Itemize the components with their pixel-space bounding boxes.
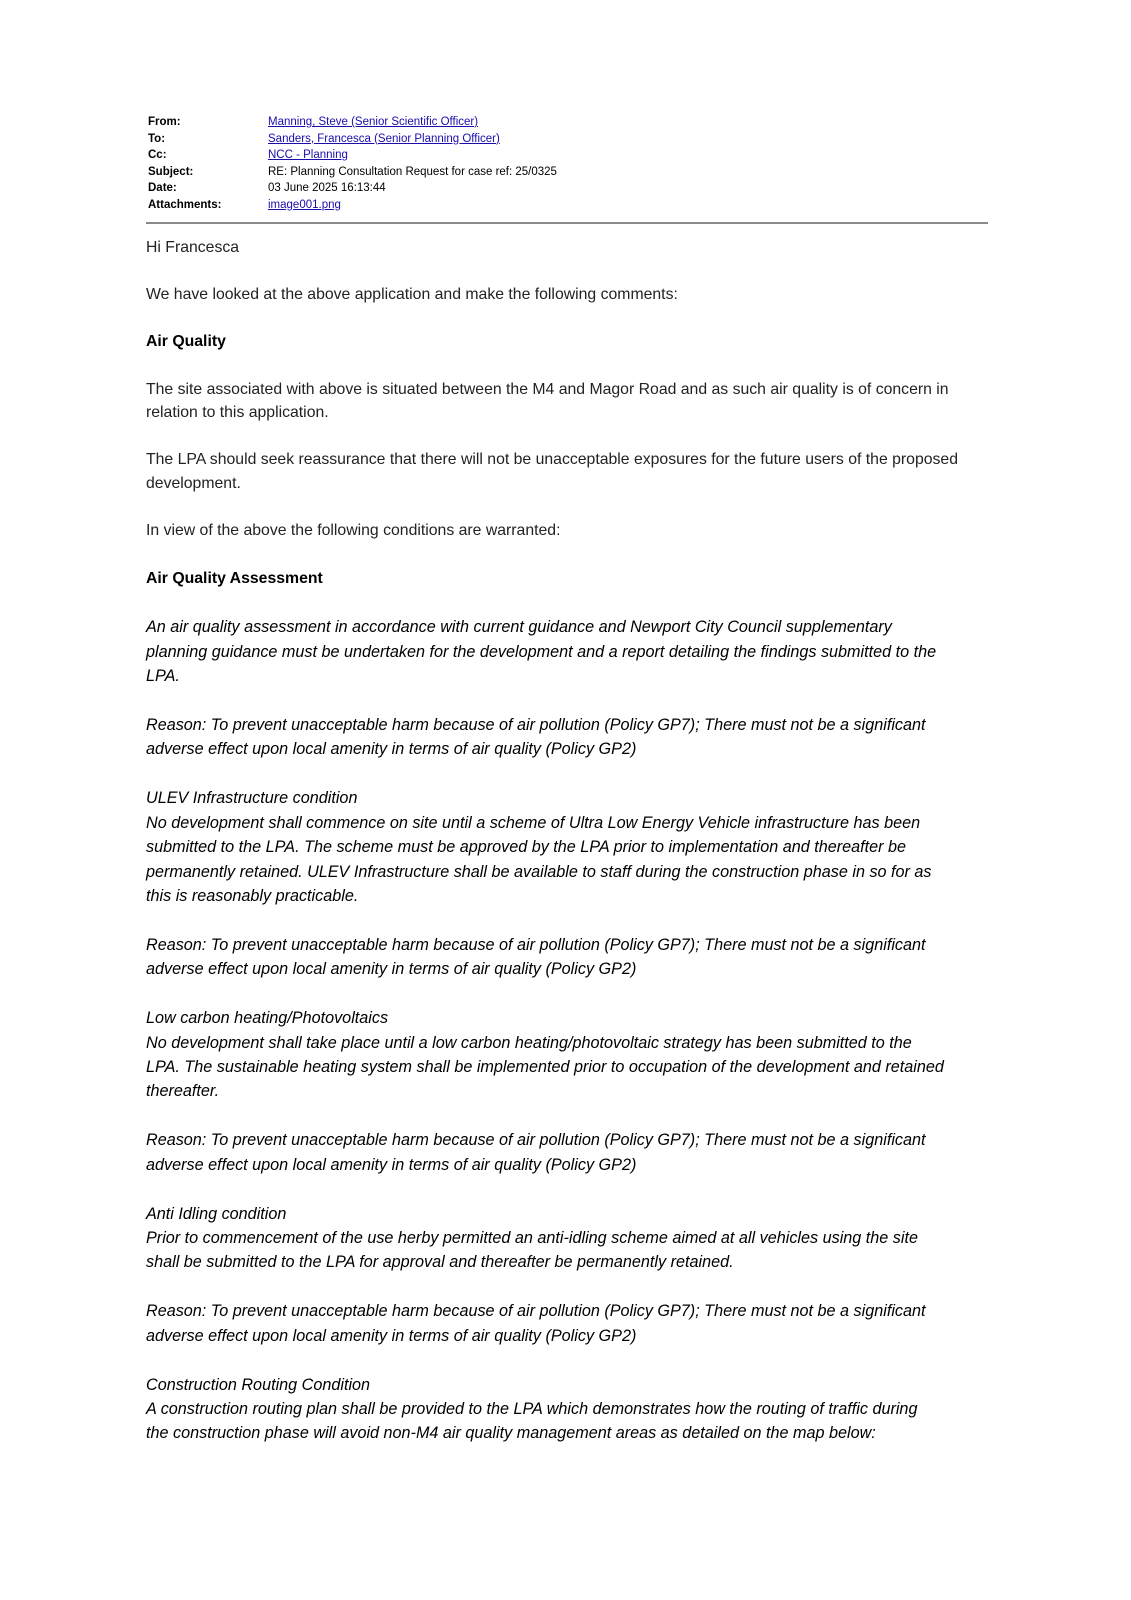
spacer: [146, 689, 996, 714]
reason-line: Reason: To prevent unacceptable harm because of air pollution (Policy GP7); There must not be a significant: [146, 935, 926, 954]
lpa-paragraph-line: The LPA should seek reassurance that there will not be unacceptable exposures for the future users of the proposed: [146, 451, 958, 469]
attachments-label: Attachments:: [148, 198, 222, 211]
from-label: From:: [148, 116, 181, 128]
aqa-line: An air quality assessment in accordance with current guidance and Newport City Council supplementary: [146, 618, 892, 637]
header-row-date: [148, 180, 988, 197]
site-paragraph-line: The site associated with above is situated between the M4 and Magor Road and as such air quality is of concern in: [146, 380, 949, 398]
spacer: [146, 591, 996, 616]
reason-line: Reason: To prevent unacceptable harm because of air pollution (Policy GP7); There must not be a significant: [146, 716, 926, 735]
spacer: [146, 425, 996, 449]
construction-routing-title: Construction Routing Condition: [146, 1375, 371, 1394]
spacer: [146, 1104, 996, 1129]
header-divider: [146, 222, 988, 224]
anti-idling-line: shall be submitted to the LPA for approval and thereafter be permanently retained.: [146, 1253, 734, 1272]
spacer: [146, 543, 996, 568]
spacer: [146, 496, 996, 520]
intro-paragraph: We have looked at the above application and make the following comments:: [146, 286, 678, 304]
email-body: [146, 236, 996, 1446]
reason-line: Reason: To prevent unacceptable harm because of air pollution (Policy GP7); There must not be a significant: [146, 1131, 926, 1150]
anti-idling-title: Anti Idling condition: [146, 1204, 287, 1223]
cc-label: Cc:: [148, 149, 167, 161]
lpa-paragraph-line: development.: [146, 474, 241, 492]
construction-routing-line: A construction routing plan shall be provided to the LPA which demonstrates how the routing of traffic during: [146, 1400, 918, 1419]
date-label: Date:: [148, 182, 177, 194]
aqa-line: LPA.: [146, 667, 180, 686]
header-row-subject: [148, 164, 988, 181]
spacer: [146, 762, 996, 787]
site-paragraph-line: relation to this application.: [146, 404, 329, 422]
reason-line: adverse effect upon local amenity in terms of air quality (Policy GP2): [146, 960, 637, 979]
ulev-title: ULEV Infrastructure condition: [146, 789, 358, 808]
anti-idling-line: Prior to commencement of the use herby permitted an anti-idling scheme aimed at all vehicles using the site: [146, 1229, 918, 1248]
ulev-line: permanently retained. ULEV Infrastructure shall be available to staff during the construction phase in so for as: [146, 862, 932, 881]
spacer: [146, 982, 996, 1007]
subject-label: Subject:: [148, 165, 194, 178]
spacer: [146, 354, 996, 378]
attachment-link[interactable]: image001.png: [268, 198, 341, 211]
subject-value: RE: Planning Consultation Request for case ref: 25/0325: [268, 165, 557, 178]
spacer: [146, 908, 996, 933]
low-carbon-line: LPA. The sustainable heating system shall be implemented prior to occupation of the development and retained: [146, 1058, 944, 1076]
header-row-to: [148, 131, 988, 148]
heading-air-quality-assessment: Air Quality Assessment: [146, 570, 323, 588]
header-row-from: [148, 114, 988, 131]
low-carbon-line: thereafter.: [146, 1082, 220, 1101]
email-header: [148, 114, 988, 213]
spacer: [146, 260, 996, 284]
ulev-line: submitted to the LPA. The scheme must be approved by the LPA prior to implementation and thereafter be: [146, 838, 907, 857]
aqa-line: planning guidance must be undertaken for the development and a report detailing the findings submitted to the: [146, 642, 937, 661]
reason-line: adverse effect upon local amenity in terms of air quality (Policy GP2): [146, 740, 637, 759]
greeting: Hi Francesca: [146, 239, 240, 256]
reason-line: adverse effect upon local amenity in terms of air quality (Policy GP2): [146, 1326, 637, 1345]
spacer: [146, 307, 996, 331]
header-row-attachments: [148, 197, 988, 214]
reason-line: Reason: To prevent unacceptable harm because of air pollution (Policy GP7); There must not be a significant: [146, 1302, 926, 1321]
view-paragraph: In view of the above the following conditions are warranted:: [146, 522, 561, 540]
ulev-line: No development shall commence on site until a scheme of Ultra Low Energy Vehicle infrastructure has been: [146, 813, 921, 832]
spacer: [146, 1275, 996, 1300]
spacer: [146, 1348, 996, 1373]
to-label: To:: [148, 132, 166, 145]
construction-routing-line: the construction phase will avoid non-M4 air quality management areas as detailed on the map below:: [146, 1424, 876, 1443]
cc-link[interactable]: NCC - Planning: [268, 149, 348, 161]
low-carbon-title: Low carbon heating/Photovoltaics: [146, 1009, 389, 1028]
header-row-cc: [148, 147, 988, 164]
from-link[interactable]: Manning, Steve (Senior Scientific Officer): [268, 116, 479, 128]
date-value: 03 June 2025 16:13:44: [268, 182, 386, 194]
ulev-line: this is reasonably practicable.: [146, 886, 359, 905]
to-link[interactable]: Sanders, Francesca (Senior Planning Officer): [268, 132, 500, 145]
low-carbon-line: No development shall take place until a low carbon heating/photovoltaic strategy has been submitted to the: [146, 1033, 912, 1052]
heading-air-quality: Air Quality: [146, 333, 226, 351]
reason-line: adverse effect upon local amenity in terms of air quality (Policy GP2): [146, 1155, 637, 1174]
spacer: [146, 1177, 996, 1202]
